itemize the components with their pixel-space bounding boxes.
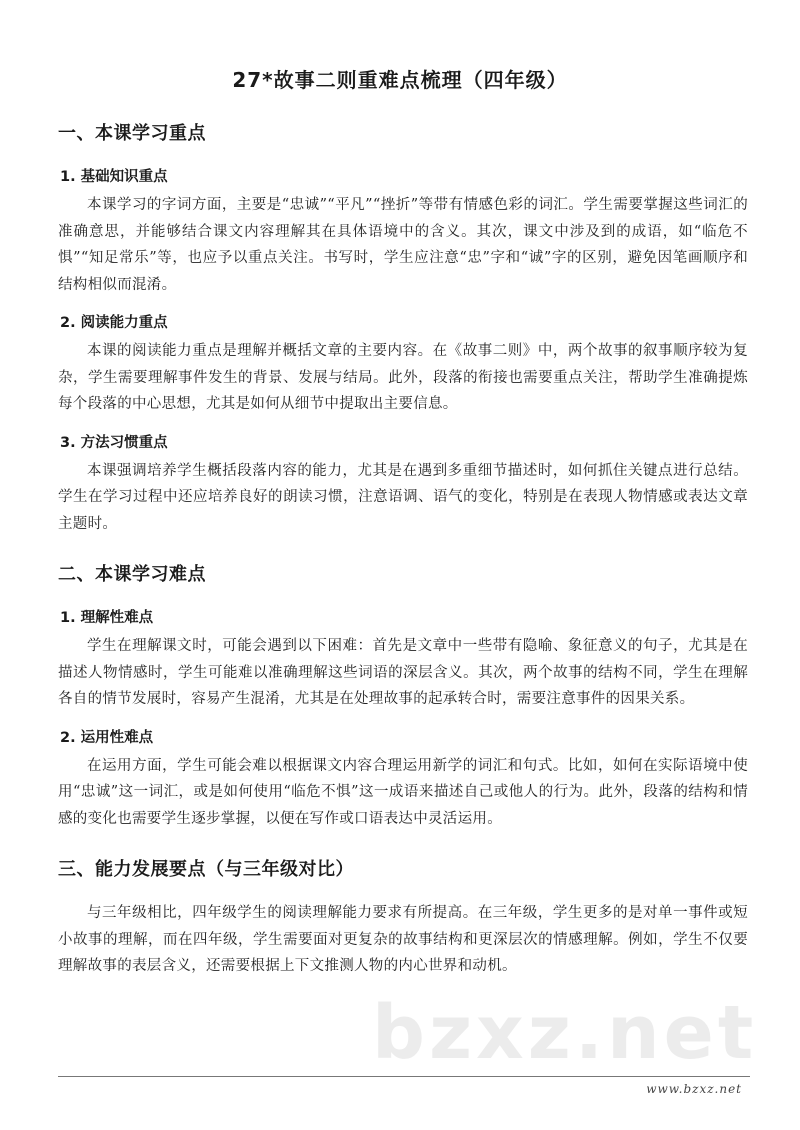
subsection-heading-basic-knowledge: 1. 基础知识重点: [60, 169, 168, 185]
footer-divider: [58, 1076, 750, 1077]
paragraph-comprehension: 学生在理解课文时，可能会遇到以下困难：首先是文章中一些带有隐喻、象征意义的句子，尤其是在描述人物情感时，学生可能难以准确理解这些词语的深层含义。其次，两个故事的结构不同，学生在理解各自的情节发展时，容易产生混淆，尤其是在处理故事的起承转合时，需要注意事件的因果关系。: [58, 638, 748, 707]
paragraph-application: 在运用方面，学生可能会难以根据课文内容合理运用新学的词汇和句式。比如，如何在实际语境中使用“忠诚”这一词汇，或是如何使用“临危不惧”这一成语来描述自己或他人的行为。此外，段落的结构和情感的变化也需要学生逐步掌握，以便在写作或口语表达中灵活运用。: [58, 757, 748, 827]
section-heading-key-points: 一、本课学习重点: [58, 123, 206, 144]
footer-url: www.bzxz.net: [646, 1082, 742, 1096]
paragraph-reading-ability: 本课的阅读能力重点是理解并概括文章的主要内容。在《故事二则》中，两个故事的叙事顺序较为复杂，学生需要理解事件发生的背景、发展与结局。此外，段落的衔接也需要重点关注，帮助学生准确提炼每个段落的中心思想，尤其是如何从细节中提取出主要信息。: [58, 343, 748, 412]
paragraph-method-habits: 本课强调培养学生概括段落内容的能力，尤其是在遇到多重细节描述时，如何抓住关键点进行总结。学生在学习过程中还应培养良好的朗读习惯，注意语调、语气的变化，特别是在表现人物情感或表达文章主题时。: [58, 462, 748, 532]
subsection-heading-method-habits: 3. 方法习惯重点: [60, 434, 168, 451]
subsection-heading-reading-ability: 2. 阅读能力重点: [60, 315, 168, 331]
paragraph-basic-knowledge: 本课学习的字词方面，主要是“忠诚”“平凡”“挫折”等带有情感色彩的词汇。学生需要掌握这些词汇的准确意思，并能够结合课文内容理解其在具体语境中的含义。其次，课文中涉及到的成语，如“临危不惧”“知足常乐”等，也应予以重点关注。书写时，学生应注意“忠”字和“诚”字的区别，避免因笔画顺序和结构相似而混淆。: [58, 197, 748, 293]
watermark-logo: bzxz.net: [372, 990, 758, 1076]
paragraph-ability-development: 与三年级相比，四年级学生的阅读理解能力要求有所提高。在三年级，学生更多的是对单一事件或短小故事的理解，而在四年级，学生需要面对更复杂的故事结构和更深层次的情感理解。例如，学生不仅要理解故事的表层含义，还需要根据上下文推测人物的内心世界和动机。: [58, 905, 748, 974]
document-body: [58, 118, 748, 980]
subsection-heading-comprehension: 1. 理解性难点: [60, 610, 154, 626]
section-heading-ability-development: 三、能力发展要点（与三年级对比）: [58, 859, 354, 880]
subsection-heading-application: 2. 运用性难点: [60, 729, 154, 746]
page-title: 27*故事二则重难点梳理（四年级）: [232, 68, 568, 92]
section-heading-difficult-points: 二、本课学习难点: [58, 564, 206, 585]
